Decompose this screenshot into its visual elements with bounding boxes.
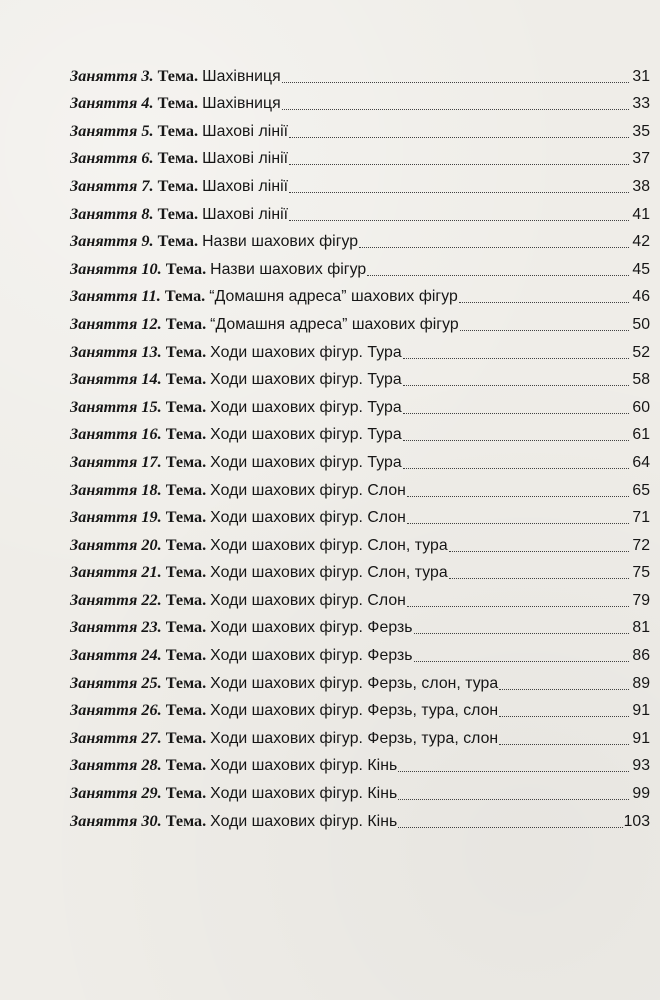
entry-label (70, 424, 402, 445)
dot-leader (282, 108, 629, 110)
toc-entry (70, 501, 650, 529)
lesson-number: Заняття 17. (70, 452, 162, 471)
topic-word: Тема. (165, 535, 207, 554)
dot-leader (398, 798, 629, 800)
entry-label (70, 93, 281, 114)
dot-leader (403, 357, 629, 359)
toc-entry (70, 307, 650, 335)
page-number: 91 (632, 702, 650, 720)
page-number: 37 (632, 150, 650, 168)
lesson-title: Ходи шахових фігур. Ферзь, слон, тура (210, 674, 499, 692)
topic-word: Тема. (165, 480, 207, 499)
page-number: 58 (632, 371, 650, 389)
topic-word: Тема. (165, 370, 207, 389)
dot-leader (289, 219, 629, 221)
toc-entry (70, 169, 650, 197)
lesson-title: Шахові лінії (202, 177, 289, 195)
page-number: 72 (632, 536, 650, 554)
dot-leader (449, 577, 629, 579)
topic-word: Тема. (164, 287, 206, 306)
lesson-number: Заняття 8. (70, 204, 154, 223)
topic-word: Тема. (165, 425, 207, 444)
page-number: 75 (632, 564, 650, 582)
dot-leader (403, 412, 629, 414)
toc-entry (70, 59, 650, 87)
lesson-title: Назви шахових фігур (210, 260, 367, 278)
toc-entry (70, 804, 650, 832)
entry-label (70, 286, 458, 307)
entry-label (70, 231, 358, 252)
topic-word: Тема. (165, 784, 207, 803)
topic-word: Тема. (165, 701, 207, 720)
lesson-number: Заняття 16. (70, 425, 162, 444)
topic-word: Тема. (157, 149, 199, 168)
topic-word: Тема. (165, 646, 207, 665)
dot-leader (407, 605, 629, 607)
page-number: 38 (632, 177, 650, 195)
entry-label (70, 66, 281, 87)
toc-entry (70, 87, 650, 115)
dot-leader (403, 384, 629, 386)
topic-word: Тема. (165, 590, 207, 609)
lesson-number: Заняття 23. (70, 618, 162, 637)
lesson-number: Заняття 11. (70, 287, 161, 306)
toc-entry (70, 114, 650, 142)
toc-entry (70, 556, 650, 584)
dot-leader (282, 81, 629, 83)
lesson-title: “Домашня адреса” шахових фігур (210, 315, 459, 333)
toc-entry (70, 528, 650, 556)
lesson-title: Шахівниця (202, 95, 281, 113)
lesson-number: Заняття 19. (70, 508, 162, 527)
lesson-title: Ходи шахових фігур. Ферзь, тура, слон (210, 702, 499, 720)
toc-entry (70, 583, 650, 611)
topic-word: Тема. (165, 618, 207, 637)
entry-label (70, 617, 413, 638)
lesson-number: Заняття 14. (70, 370, 162, 389)
dot-leader (407, 522, 629, 524)
topic-word: Тема. (165, 314, 207, 333)
lesson-number: Заняття 20. (70, 535, 162, 554)
lesson-number: Заняття 18. (70, 480, 162, 499)
toc-entry (70, 776, 650, 804)
dot-leader (289, 136, 629, 138)
entry-label (70, 204, 288, 225)
lesson-number: Заняття 26. (70, 701, 162, 720)
dot-leader (499, 715, 629, 717)
dot-leader (403, 467, 629, 469)
dot-leader (403, 439, 629, 441)
topic-word: Тема. (157, 176, 199, 195)
topic-word: Тема. (157, 204, 199, 223)
lesson-number: Заняття 25. (70, 673, 162, 692)
entry-label (70, 673, 498, 694)
topic-word: Тема. (165, 728, 207, 747)
page-number: 33 (632, 95, 650, 113)
lesson-title: Ходи шахових фігур. Слон (210, 591, 406, 609)
lesson-number: Заняття 13. (70, 342, 162, 361)
page-number: 31 (632, 67, 650, 85)
page-number: 46 (632, 288, 650, 306)
lesson-title: Ходи шахових фігур. Слон, тура (210, 564, 448, 582)
lesson-number: Заняття 30. (70, 811, 162, 830)
entry-label (70, 452, 402, 473)
lesson-title: Шахівниця (202, 67, 281, 85)
topic-word: Тема. (157, 121, 199, 140)
lesson-title: Ходи шахових фігур. Ферзь (210, 647, 413, 665)
lesson-title: Шахові лінії (202, 122, 289, 140)
lesson-number: Заняття 22. (70, 590, 162, 609)
entry-label (70, 121, 288, 142)
entry-label (70, 562, 448, 583)
lesson-number: Заняття 27. (70, 728, 162, 747)
toc-entry (70, 225, 650, 253)
dot-leader (398, 770, 629, 772)
page-number: 50 (632, 315, 650, 333)
toc-entry (70, 638, 650, 666)
page-number: 81 (632, 619, 650, 637)
lesson-number: Заняття 29. (70, 784, 162, 803)
lesson-title: Ходи шахових фігур. Кінь (210, 785, 398, 803)
dot-leader (499, 688, 629, 690)
lesson-title: Ходи шахових фігур. Слон (210, 481, 406, 499)
topic-word: Тема. (157, 66, 199, 85)
entry-label (70, 480, 406, 501)
entry-label (70, 397, 402, 418)
entry-label (70, 700, 498, 721)
lesson-number: Заняття 21. (70, 563, 162, 582)
lesson-number: Заняття 5. (70, 121, 154, 140)
page-number: 79 (632, 591, 650, 609)
lesson-number: Заняття 28. (70, 756, 162, 775)
dot-leader (289, 191, 629, 193)
topic-word: Тема. (165, 259, 207, 278)
entry-label (70, 507, 406, 528)
lesson-number: Заняття 10. (70, 259, 162, 278)
entry-label (70, 590, 406, 611)
entry-label (70, 148, 288, 169)
lesson-title: Ходи шахових фігур. Ферзь (210, 619, 413, 637)
toc-entry (70, 445, 650, 473)
page-number: 35 (632, 122, 650, 140)
dot-leader (449, 550, 629, 552)
toc-entry (70, 749, 650, 777)
lesson-title: Ходи шахових фігур. Слон (210, 509, 406, 527)
page-number: 64 (632, 453, 650, 471)
toc-entry (70, 252, 650, 280)
page-number: 99 (632, 785, 650, 803)
topic-word: Тема. (165, 811, 207, 830)
toc-entry (70, 280, 650, 308)
lesson-number: Заняття 24. (70, 646, 162, 665)
page-number: 71 (632, 509, 650, 527)
entry-label (70, 783, 397, 804)
lesson-title: Ходи шахових фігур. Тура (210, 343, 402, 361)
entry-label (70, 342, 402, 363)
entry-label (70, 811, 397, 832)
topic-word: Тема. (157, 94, 199, 113)
lesson-title: Шахові лінії (202, 205, 289, 223)
lesson-number: Заняття 12. (70, 314, 162, 333)
dot-leader (398, 826, 622, 828)
dot-leader (414, 632, 629, 634)
lesson-number: Заняття 6. (70, 149, 154, 168)
lesson-number: Заняття 9. (70, 232, 154, 251)
toc-entry (70, 666, 650, 694)
dot-leader (367, 274, 629, 276)
topic-word: Тема. (165, 508, 207, 527)
page-number: 45 (632, 260, 650, 278)
dot-leader (289, 163, 629, 165)
lesson-number: Заняття 7. (70, 176, 154, 195)
page-number: 42 (632, 233, 650, 251)
entry-label (70, 314, 459, 335)
dot-leader (459, 301, 629, 303)
entry-label (70, 728, 498, 749)
page-number: 86 (632, 647, 650, 665)
toc-entry (70, 611, 650, 639)
toc-entry (70, 473, 650, 501)
page-number: 103 (623, 812, 650, 830)
topic-word: Тема. (165, 452, 207, 471)
topic-word: Тема. (165, 342, 207, 361)
toc-entry (70, 363, 650, 391)
toc-entry (70, 721, 650, 749)
lesson-title: Ходи шахових фігур. Тура (210, 426, 402, 444)
entry-label (70, 755, 397, 776)
lesson-title: Ходи шахових фігур. Ферзь, тура, слон (210, 729, 499, 747)
page-number: 60 (632, 398, 650, 416)
toc-entry (70, 335, 650, 363)
topic-word: Тема. (165, 756, 207, 775)
topic-word: Тема. (157, 232, 199, 251)
lesson-title: Ходи шахових фігур. Кінь (210, 757, 398, 775)
dot-leader (499, 743, 629, 745)
page-number: 52 (632, 343, 650, 361)
lesson-number: Заняття 4. (70, 94, 154, 113)
page-number: 91 (632, 729, 650, 747)
lesson-title: Шахові лінії (202, 150, 289, 168)
dot-leader (460, 329, 629, 331)
page-number: 89 (632, 674, 650, 692)
page-number: 41 (632, 205, 650, 223)
lesson-number: Заняття 15. (70, 397, 162, 416)
topic-word: Тема. (165, 397, 207, 416)
entry-label (70, 369, 402, 390)
dot-leader (414, 660, 629, 662)
dot-leader (359, 246, 629, 248)
topic-word: Тема. (165, 673, 207, 692)
lesson-title: Ходи шахових фігур. Тура (210, 398, 402, 416)
toc-entry (70, 694, 650, 722)
table-of-contents (70, 59, 650, 832)
toc-entry (70, 142, 650, 170)
entry-label (70, 645, 413, 666)
entry-label (70, 176, 288, 197)
lesson-title: “Домашня адреса” шахових фігур (209, 288, 458, 306)
page-number: 65 (632, 481, 650, 499)
lesson-title: Ходи шахових фігур. Кінь (210, 812, 398, 830)
dot-leader (407, 495, 629, 497)
entry-label (70, 259, 366, 280)
toc-entry (70, 418, 650, 446)
lesson-number: Заняття 3. (70, 66, 154, 85)
lesson-title: Назви шахових фігур (202, 233, 359, 251)
lesson-title: Ходи шахових фігур. Тура (210, 453, 402, 471)
page-number: 93 (632, 757, 650, 775)
lesson-title: Ходи шахових фігур. Слон, тура (210, 536, 448, 554)
page-number: 61 (632, 426, 650, 444)
entry-label (70, 535, 448, 556)
toc-entry (70, 390, 650, 418)
lesson-title: Ходи шахових фігур. Тура (210, 371, 402, 389)
toc-entry (70, 197, 650, 225)
topic-word: Тема. (165, 563, 207, 582)
